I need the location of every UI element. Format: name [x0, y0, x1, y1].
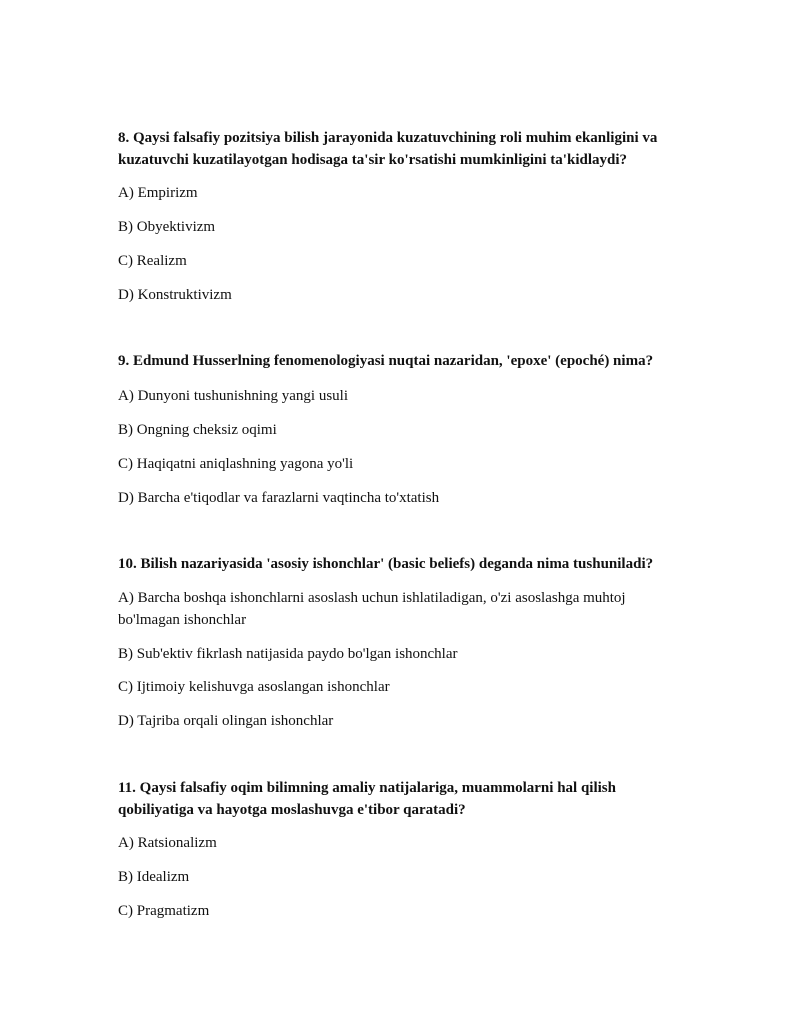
option-9a	[118, 385, 698, 407]
option-text: D) Konstruktivizm	[118, 287, 232, 303]
option-text: C) Haqiqatni aniqlashning yagona yo'li	[118, 456, 354, 472]
option-text: A) Dunyoni tushunishning yangi usuli	[118, 388, 349, 404]
option-9b	[118, 419, 698, 441]
option-text: D) Barcha e'tiqodlar va farazlarni vaqtincha to'xtatish	[118, 490, 440, 506]
question-text: 11. Qaysi falsafiy oqim bilimning amaliy natijalariga, muammolarni hal qilish qobiliyatiga va hayotga moslashuvga e'tibor qaratadi?	[118, 780, 616, 818]
option-text: C) Ijtimoiy kelishuvga asoslangan ishonchlar	[118, 679, 390, 695]
question-text: 9. Edmund Husserlning fenomenologiyasi nuqtai nazaridan, 'epoxe' (epoché) nima?	[118, 353, 654, 369]
option-10a	[118, 587, 658, 631]
option-text: B) Idealizm	[118, 869, 190, 885]
option-11a	[118, 832, 698, 854]
question-11	[118, 777, 658, 821]
option-text: B) Ongning cheksiz oqimi	[118, 422, 277, 438]
option-text: A) Barcha boshqa ishonchlarni asoslash uchun ishlatiladigan, o'zi asoslashga muhtoj bo'lmagan ishonchlar	[118, 590, 626, 628]
option-text: A) Empirizm	[118, 185, 198, 201]
option-8c	[118, 250, 698, 272]
option-text: C) Realizm	[118, 253, 187, 269]
option-11c	[118, 900, 698, 922]
option-10c	[118, 676, 698, 698]
option-9c	[118, 453, 698, 475]
option-8d	[118, 284, 698, 306]
option-text: B) Sub'ektiv fikrlash natijasida paydo bo'lgan ishonchlar	[118, 646, 458, 662]
option-text: B) Obyektivizm	[118, 219, 216, 235]
option-10b	[118, 643, 698, 665]
option-10d	[118, 710, 698, 732]
question-text: 8. Qaysi falsafiy pozitsiya bilish jarayonida kuzatuvchining roli muhim ekanligini va kuzatuvchi kuzatilayotgan hodisaga ta'sir ko'rsatishi mumkinligini ta'kidlaydi?	[118, 130, 658, 168]
option-9d	[118, 487, 698, 509]
question-8	[118, 127, 698, 171]
option-8b	[118, 216, 698, 238]
option-11b	[118, 866, 698, 888]
question-10	[118, 553, 698, 575]
option-text: C) Pragmatizm	[118, 903, 210, 919]
option-text: D) Tajriba orqali olingan ishonchlar	[118, 713, 334, 729]
question-9	[118, 350, 698, 372]
option-text: A) Ratsionalizm	[118, 835, 217, 851]
option-8a	[118, 182, 698, 204]
question-text: 10. Bilish nazariyasida 'asosiy ishonchlar' (basic beliefs) deganda nima tushuniladi?	[118, 556, 654, 572]
